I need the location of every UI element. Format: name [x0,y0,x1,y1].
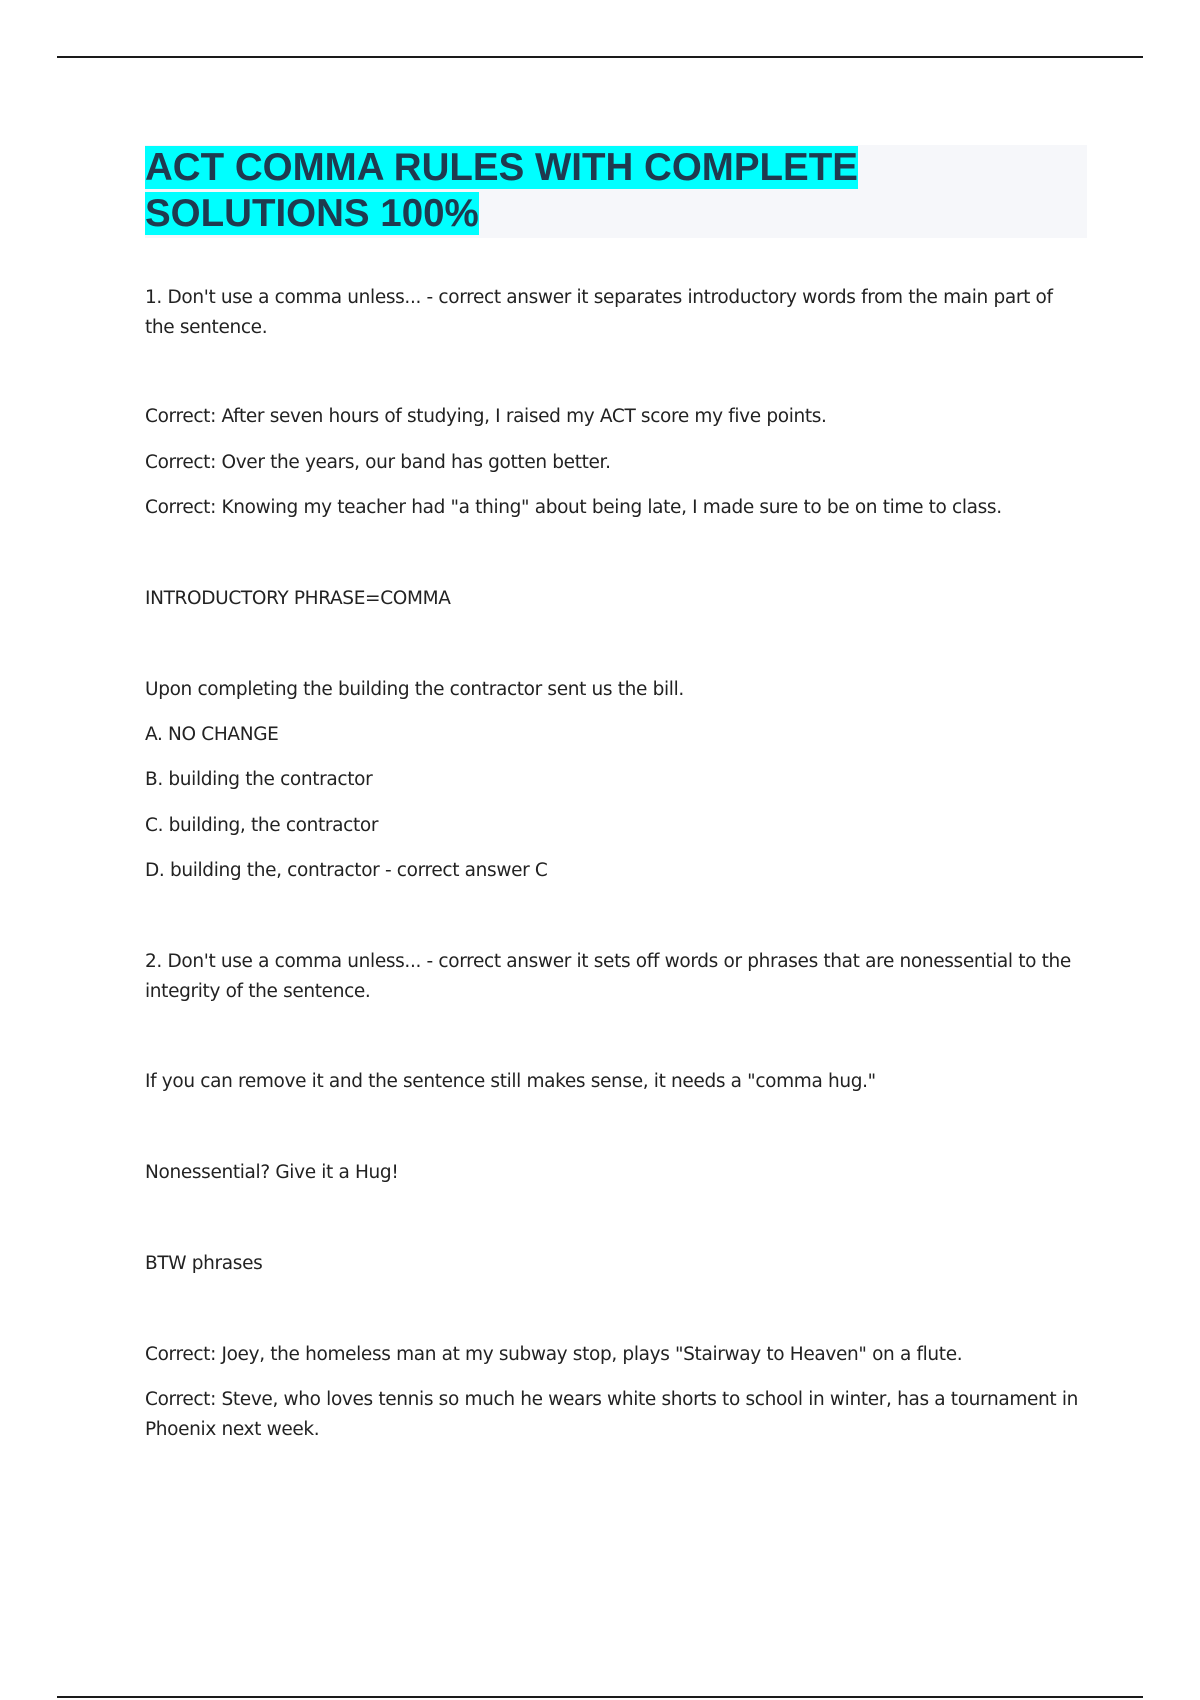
top-divider [57,56,1143,58]
btw-phrases-label: BTW phrases [145,1253,263,1274]
example-correct-5: Correct: Steve, who loves tennis so much he wears white shorts to school in winter, has a tournament in Phoenix next week. [145,1389,1079,1440]
rule-1-question: 1. Don't use a comma unless... - correct answer it separates introductory words from the main part of the sentence. [145,287,1053,338]
option-a: A. NO CHANGE [145,724,279,745]
example-correct-2: Correct: Over the years, our band has gotten better. [145,452,611,473]
practice-question: Upon completing the building the contractor sent us the bill. [145,679,684,700]
rule-2-summary: Nonessential? Give it a Hug! [145,1162,399,1183]
option-d: D. building the, contractor - correct answer C [145,860,548,881]
example-correct-4: Correct: Joey, the homeless man at my subway stop, plays "Stairway to Heaven" on a flute. [145,1344,963,1365]
example-correct-3: Correct: Knowing my teacher had "a thing" about being late, I made sure to be on time to class. [145,497,1002,518]
bottom-divider [57,1696,1143,1698]
example-correct-1: Correct: After seven hours of studying, I raised my ACT score my five points. [145,406,827,427]
title-line-2: SOLUTIONS 100% [145,192,479,235]
rule-2-explanation: If you can remove it and the sentence still makes sense, it needs a "comma hug." [145,1071,876,1092]
option-c: C. building, the contractor [145,815,379,836]
option-b: B. building the contractor [145,769,373,790]
rule-1-summary: INTRODUCTORY PHRASE=COMMA [145,588,451,609]
title-line-1: ACT COMMA RULES WITH COMPLETE [145,146,858,189]
rule-2-question: 2. Don't use a comma unless... - correct answer it sets off words or phrases that are nonessential to the integrity of the sentence. [145,951,1071,1002]
title-block [145,145,1087,238]
document-title [145,145,1087,237]
